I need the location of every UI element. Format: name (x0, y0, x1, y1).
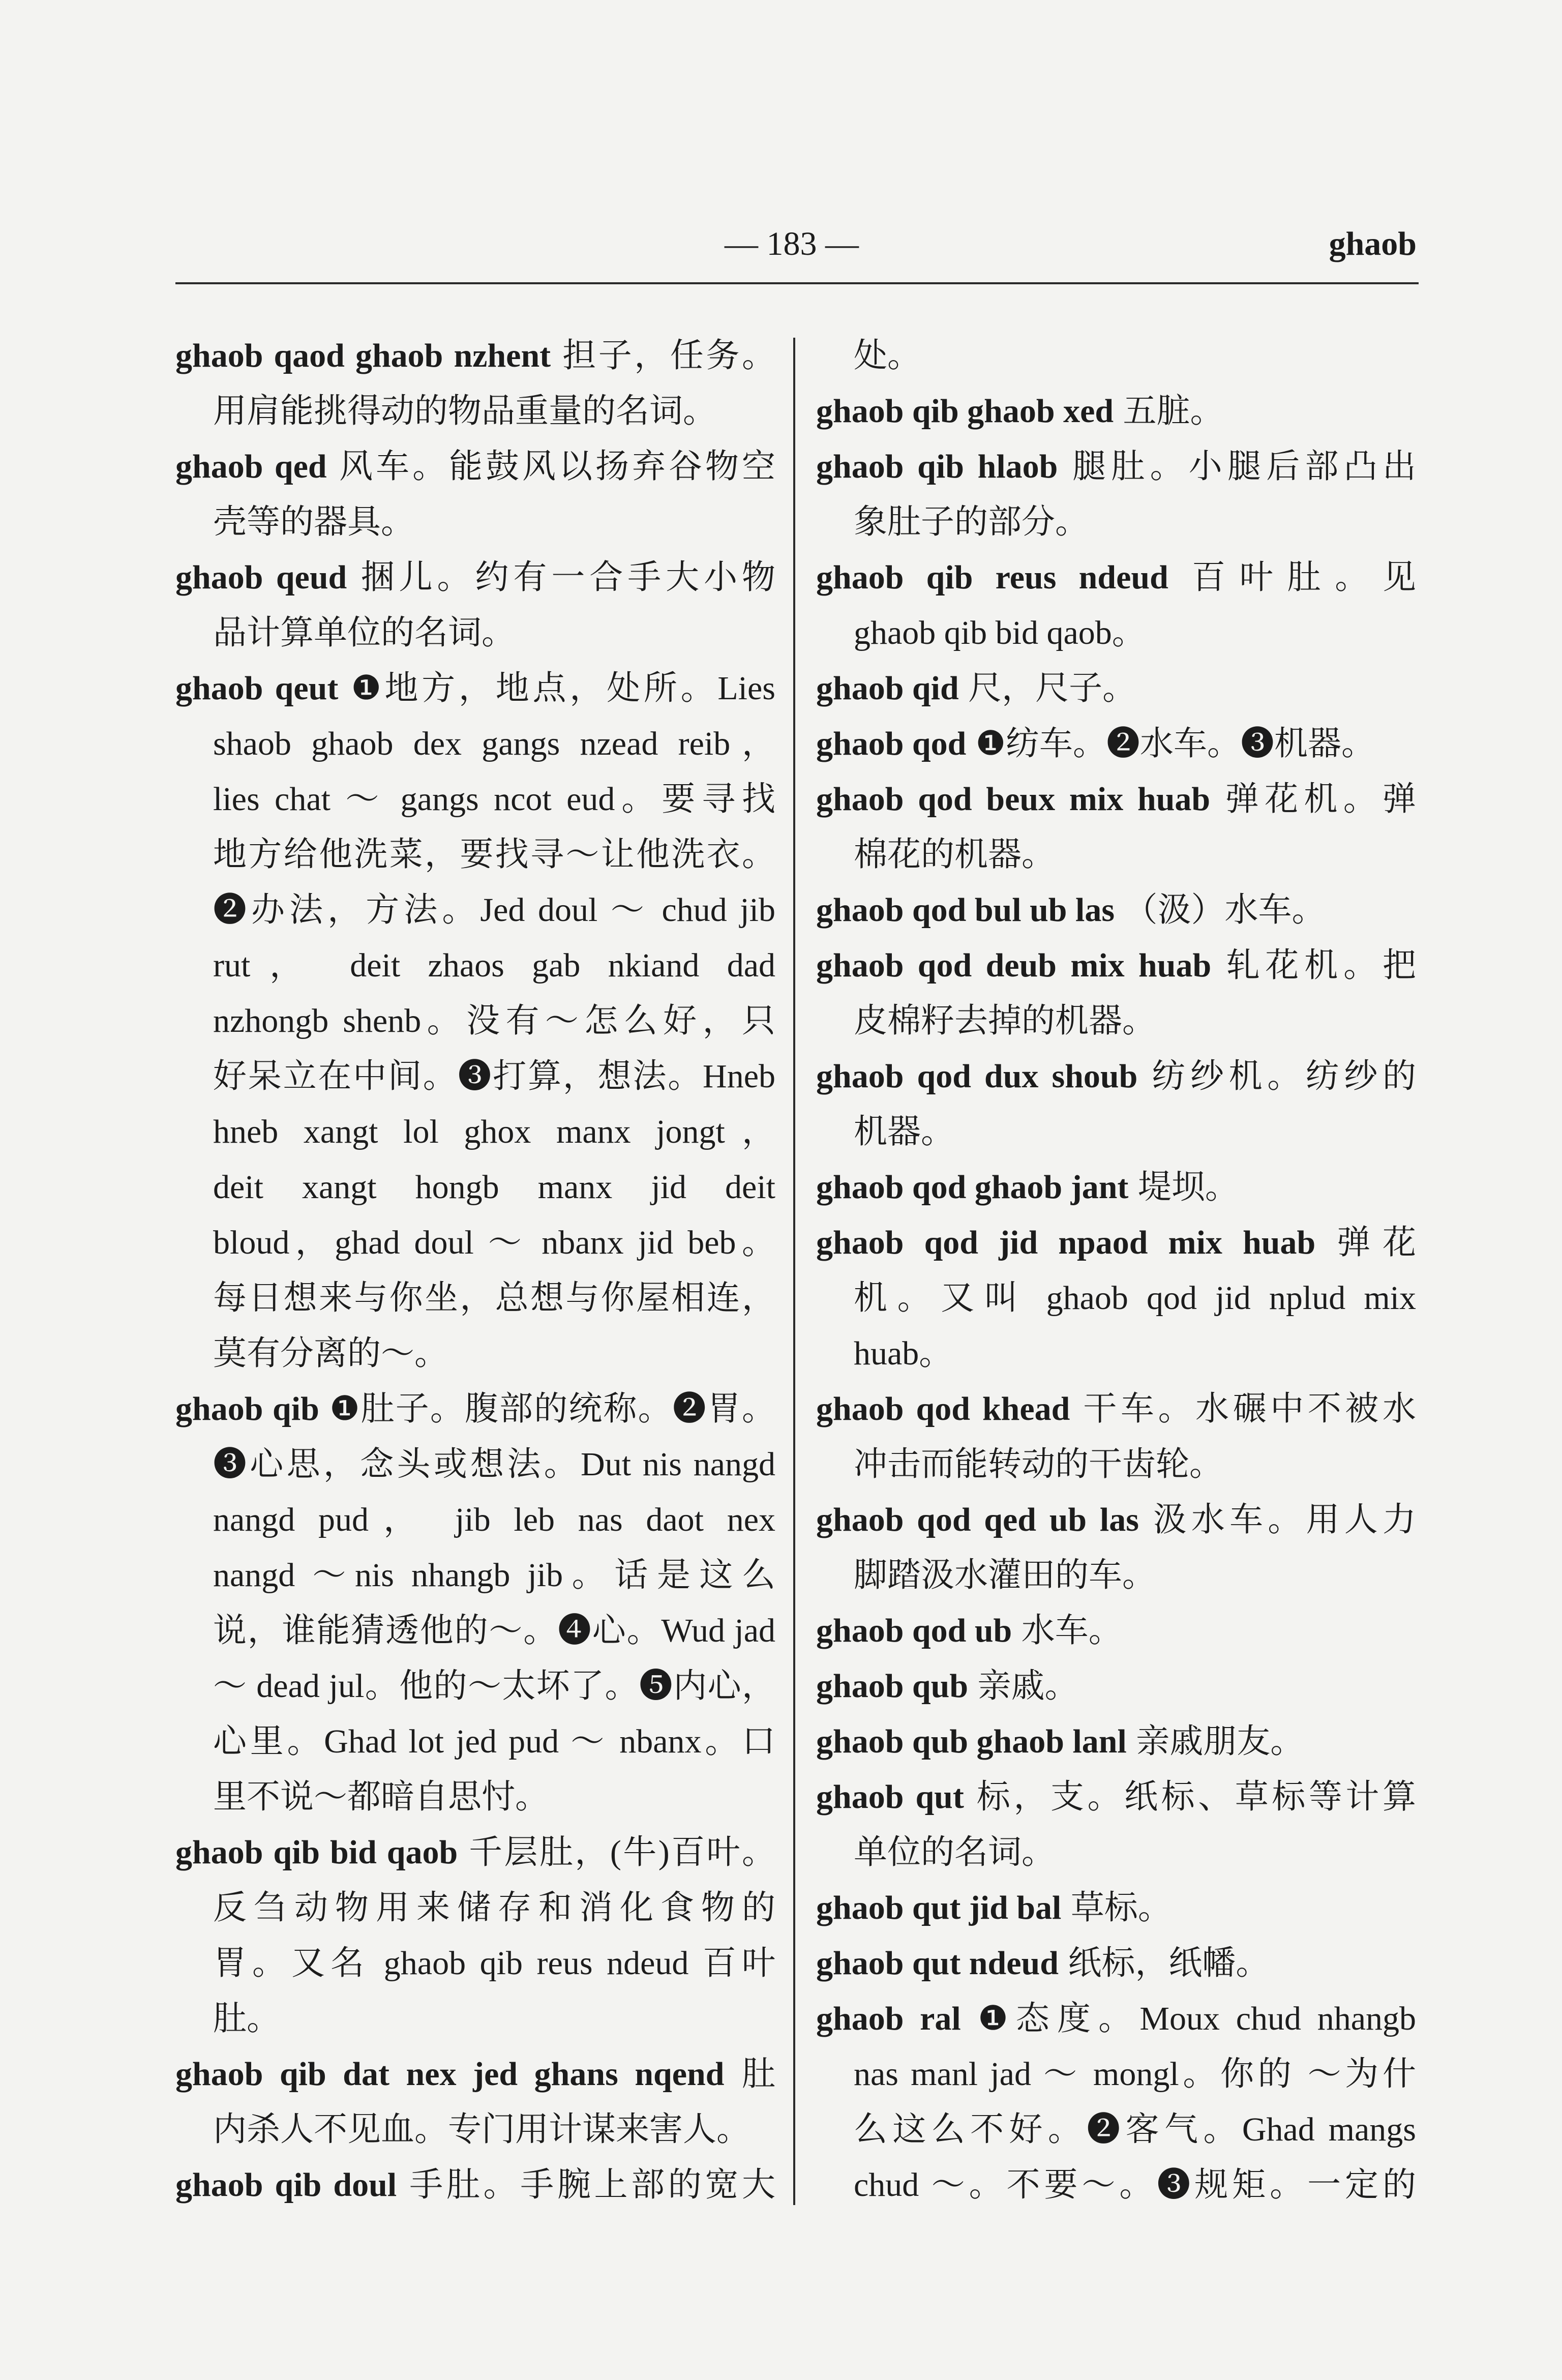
definition-line: nangd pud， jib leb nas daot nex (213, 1501, 775, 1538)
entry-first-line (175, 1381, 775, 1437)
entry-first-line (816, 1215, 1416, 1270)
headword: ghaob qib (175, 1390, 319, 1427)
definition-line: 莫有分离的～。 (213, 1335, 448, 1372)
definition-text: 手肚。手腕上部的宽大 (406, 2166, 775, 2204)
definition-line: chud ～。不要～。❸规矩。一定的 (854, 2166, 1416, 2204)
dictionary-entry (816, 882, 1416, 938)
definition-line: 里不说～都暗自思忖。 (213, 1778, 549, 1816)
headword: ghaob qib ghaob xed (816, 393, 1114, 430)
dictionary-entry (175, 2157, 775, 2213)
definition-line: ～ dead jul。他的～太坏了。❺内心， (213, 1668, 775, 1705)
dictionary-entry (816, 1936, 1416, 1991)
definition-line: 么这么不好。❷客气。Ghad mangs (854, 2111, 1416, 2148)
headword: ghaob qib hlaob (816, 448, 1058, 485)
headword: ghaob qut (816, 1778, 964, 1816)
header-rule (175, 282, 1419, 284)
definition-text: 水车。 (1021, 1612, 1122, 1649)
dictionary-entry (816, 938, 1416, 1049)
dictionary-entry (816, 439, 1416, 550)
dictionary-entry (175, 328, 775, 439)
definition-text: 弹花机。弹 (1219, 781, 1417, 818)
dictionary-entry (816, 383, 1416, 439)
definition-text: 纺纱机。纺纱的 (1147, 1058, 1417, 1095)
dictionary-entry (816, 1381, 1416, 1492)
dictionary-entry (175, 1825, 775, 2046)
entry-first-line (816, 439, 1416, 494)
definition-text: 亲戚朋友。 (1136, 1723, 1304, 1760)
entry-first-line (816, 1658, 1416, 1714)
dictionary-entry (816, 716, 1416, 771)
headword: ghaob qub (816, 1668, 969, 1705)
page-number: — 183 — (725, 225, 859, 262)
definition-text: 担子，任务。 (560, 337, 775, 374)
definition-text: 标，支。纸标、草标等计算 (973, 1778, 1416, 1816)
definition-line: 用肩能挑得动的物品重量的名词。 (213, 393, 716, 430)
definition-text: 草标。 (1070, 1889, 1172, 1926)
headword: ghaob qod ghaob jant (816, 1169, 1129, 1206)
headword: ghaob qod qed ub las (816, 1501, 1139, 1538)
entry-first-line (816, 1049, 1416, 1104)
definition-text: 轧花机。把 (1220, 947, 1417, 984)
entry-first-line (816, 938, 1416, 993)
headword: ghaob qod bul ub las (816, 891, 1115, 929)
headword: ghaob qib reus ndeud (816, 559, 1168, 596)
dictionary-entry (816, 1603, 1416, 1658)
headword: ghaob qib bid qaob (175, 1834, 458, 1871)
dictionary-entry (816, 771, 1416, 882)
headword: ghaob qaod ghaob nzhent (175, 337, 551, 374)
definition-text: 风车。能鼓风以扬弃谷物空 (336, 448, 776, 485)
definition-text: 纸标，纸幡。 (1068, 1945, 1270, 1982)
definition-line: deit xangt hongb manx jid deit (213, 1169, 775, 1206)
definition-line: nzhongb shenb。没有～怎么好，只 (213, 1002, 775, 1039)
definition-line: lies chat ～ gangs ncot eud。要寻找 (213, 781, 775, 818)
definition-line: ❸心思，念头或想法。Dut nis nangd (213, 1446, 775, 1483)
headword: ghaob qut jid bal (816, 1889, 1062, 1926)
headword: ghaob qod deub mix huab (816, 947, 1212, 984)
dictionary-entry (816, 1991, 1416, 2213)
headword: ghaob qeud (175, 559, 347, 596)
entry-first-line (816, 771, 1416, 827)
definition-line: 胃。又名 ghaob qib reus ndeud 百叶 (213, 1945, 775, 1982)
definition-line: 心里。Ghad lot jed pud ～ nbanx。口 (213, 1723, 775, 1760)
entry-first-line (816, 716, 1416, 771)
dictionary-entry (816, 1880, 1416, 1936)
definition-line: 机。又叫 ghaob qod jid nplud mix (854, 1280, 1416, 1317)
definition-line: 肚。 (213, 2000, 280, 2037)
headword: ghaob ral (816, 2000, 961, 2037)
headword: ghaob qod khead (816, 1390, 1070, 1427)
entry-first-line (816, 882, 1416, 938)
definition-text: 汲水车。用人力 (1148, 1501, 1417, 1538)
definition-text: 亲戚。 (977, 1668, 1078, 1705)
dictionary-entry (816, 1658, 1416, 1714)
headword: ghaob qod dux shoub (816, 1058, 1138, 1095)
definition-line: 每日想来与你坐，总想与你屋相连， (213, 1280, 775, 1317)
headword: ghaob qib doul (175, 2166, 397, 2204)
dictionary-entry (175, 439, 775, 550)
definition-line: shaob ghaob dex gangs nzead reib， (213, 725, 775, 762)
continued-definition-line: 处。 (854, 337, 921, 374)
dictionary-entry (816, 550, 1416, 661)
definition-line: 机器。 (854, 1113, 954, 1150)
entry-first-line (175, 2046, 775, 2102)
dictionary-entry (816, 1159, 1416, 1215)
definition-text: ❶肚子。腹部的统称。❷胃。 (328, 1390, 776, 1427)
headword: ghaob qod (816, 725, 967, 762)
definition-text: ❶态度。Moux chud nhangb (970, 2000, 1416, 2037)
running-head: ghaob (1329, 225, 1417, 262)
definition-line: 品计算单位的名词。 (213, 614, 515, 651)
entry-first-line (175, 439, 775, 494)
definition-line: 反刍动物用来储存和消化食物的 (213, 1889, 775, 1926)
definition-line: 冲击而能转动的干齿轮。 (854, 1446, 1223, 1483)
definition-text: ❶地方，地点，处所。Lies (347, 670, 775, 707)
definition-text: 捆儿。约有一合手大小物 (356, 559, 776, 596)
entry-first-line (816, 1159, 1416, 1215)
definition-line: 脚踏汲水灌田的车。 (854, 1557, 1156, 1594)
entry-first-line (816, 1381, 1416, 1437)
dictionary-entry (816, 1714, 1416, 1769)
entry-first-line (816, 1936, 1416, 1991)
dictionary-entry (816, 1492, 1416, 1603)
left-column (175, 328, 775, 2213)
entry-first-line (175, 550, 775, 605)
entry-first-line (816, 1880, 1416, 1936)
headword: ghaob qid (816, 670, 959, 707)
definition-line: 地方给他洗菜，要找寻～让他洗衣。 (213, 836, 775, 873)
dictionary-entry (816, 1769, 1416, 1880)
definition-line: 好呆立在中间。❸打算，想法。Hneb (213, 1058, 775, 1095)
headword: ghaob qut ndeud (816, 1945, 1059, 1982)
dictionary-entry (816, 1215, 1416, 1381)
definition-text: 腿肚。小腿后部凸出 (1067, 448, 1416, 485)
dictionary-entry (175, 550, 775, 661)
entry-first-line (175, 328, 775, 383)
definition-line: huab。 (854, 1335, 953, 1372)
definition-text: 肚 (733, 2056, 776, 2093)
definition-line: 象肚子的部分。 (854, 503, 1089, 541)
definition-line: 棉花的机器。 (854, 836, 1055, 873)
definition-line: nas manl jad ～ mongl。你的 ～为什 (854, 2056, 1416, 2093)
definition-text: 百叶肚。见 (1178, 559, 1417, 596)
definition-text: （汲）水车。 (1124, 891, 1326, 929)
definition-line: nangd ～nis nhangb jib。话是这么 (213, 1557, 775, 1594)
entry-first-line (175, 2157, 775, 2213)
entry-first-line (816, 1603, 1416, 1658)
column-divider (793, 338, 795, 2205)
definition-line: ghaob qib bid qaob。 (854, 614, 1146, 651)
headword: ghaob qod jid npaod mix huab (816, 1224, 1316, 1261)
headword: ghaob qed (175, 448, 327, 485)
dictionary-entry (175, 661, 775, 1381)
entry-first-line (816, 550, 1416, 605)
entry-first-line (175, 1825, 775, 1880)
entry-first-line (816, 1492, 1416, 1548)
dictionary-entry (175, 2046, 775, 2157)
headword: ghaob qod beux mix huab (816, 781, 1211, 818)
definition-line: hneb xangt lol ghox manx jongt， (213, 1113, 775, 1150)
entry-first-line (816, 383, 1416, 439)
definition-line: rut， deit zhaos gab nkiand dad (213, 947, 775, 984)
entry-first-line (816, 1714, 1416, 1769)
definition-line: 单位的名词。 (854, 1834, 1055, 1871)
headword: ghaob qub ghaob lanl (816, 1723, 1127, 1760)
entry-first-line (816, 661, 1416, 716)
right-column (816, 328, 1416, 2213)
definition-text: 堤坝。 (1137, 1169, 1239, 1206)
dictionary-entry (816, 661, 1416, 716)
definition-line: 说，谁能猜透他的～。❹心。Wud jad (213, 1612, 775, 1649)
definition-text: 千层肚，(牛)百叶。 (467, 1834, 775, 1871)
dictionary-entry (175, 1381, 775, 1825)
entry-first-line (816, 1991, 1416, 2046)
headword: ghaob qod ub (816, 1612, 1012, 1649)
definition-text: ❶纺车。❷水车。❸机器。 (975, 725, 1375, 762)
definition-line: 壳等的器具。 (213, 503, 414, 541)
headword: ghaob qib dat nex jed ghans nqend (175, 2056, 725, 2093)
definition-line: ❷办法，方法。Jed doul ～ chud jib (213, 891, 775, 929)
dictionary-entry (816, 1049, 1416, 1159)
definition-text: 尺，尺子。 (968, 670, 1136, 707)
definition-text: 干车。水碾中不被水 (1079, 1390, 1416, 1427)
entry-first-line (175, 661, 775, 716)
headword: ghaob qeut (175, 670, 339, 707)
definition-text: 五脏。 (1123, 393, 1224, 430)
definition-text: 弹花 (1325, 1224, 1416, 1261)
definition-line: bloud，ghad doul ～ nbanx jid beb。 (213, 1224, 775, 1261)
definition-line: 内杀人不见血。专门用计谋来害人。 (213, 2111, 750, 2148)
entry-first-line (816, 1769, 1416, 1825)
definition-line: 皮棉籽去掉的机器。 (854, 1002, 1156, 1039)
